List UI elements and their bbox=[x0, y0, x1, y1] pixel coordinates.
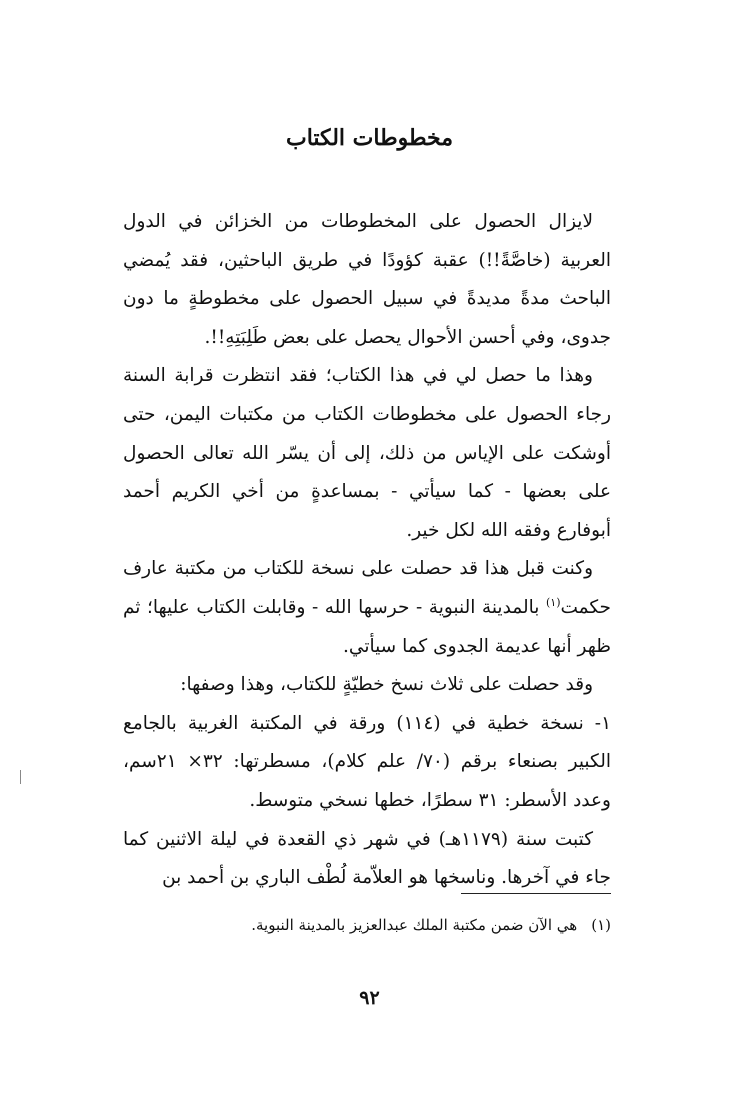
footnote-number: (١) bbox=[591, 916, 611, 934]
paragraph-3 bbox=[123, 550, 611, 666]
list-item-1: ١- نسخة خطية في (١١٤) ورقة في المكتبة الغربية بالجامع الكبير بصنعاء برقم (٧٠/ علم كلام)، مسطرتها: ٣٢× ٢١سم، وعدد الأسطر: ٣١ سطرًا، خطها نسخي متوسط. bbox=[123, 712, 611, 811]
footnote-text: هي الآن ضمن مكتبة الملك عبدالعزيز بالمدينة النبوية. bbox=[251, 916, 578, 934]
paragraph-5: كتبت سنة (١١٧٩هـ) في شهر ذي القعدة في ليلة الاثنين كما جاء في آخرها. وناسخها هو العلاّمة لُطْف الباري بن أحمد بن bbox=[123, 828, 611, 889]
paragraph-1: لايزال الحصول على المخطوطات من الخزائن في الدول العربية (خاصَّةً!!) عقبة كؤودًا في طريق الباحثين، فقد يُمضي الباحث مدةً مديدةً في سبيل الحصول على مخطوطةٍ ما دون جدوى، وفي أحسن الأحوال يحصل على بعض طَلِبَتِهِ!!. bbox=[123, 211, 611, 348]
paragraph-3-text-after: بالمدينة النبوية - حرسها الله - وقابلت الكتاب عليها؛ ثم ظهر أنها عديمة الجدوى كما سيأتي. bbox=[123, 596, 611, 657]
margin-mark bbox=[20, 770, 21, 784]
footnote bbox=[123, 913, 611, 937]
paragraph-2: وهذا ما حصل لي في هذا الكتاب؛ فقد انتظرت قرابة السنة رجاء الحصول على مخطوطات الكتاب من مكتبات اليمن، حتى أوشكت على الإياس من ذلك، إلى أن يسّر الله تعالى الحصول على بعضها - كما سيأتي - بمساعدةٍ من أخي الكريم أحمد أبوفارع وفقه الله لكل خير. bbox=[123, 365, 611, 541]
footnote-separator bbox=[461, 893, 611, 894]
paragraph-3-text-before: وكنت قبل هذا قد حصلت على نسخة للكتاب من مكتبة عارف حكمت bbox=[123, 558, 611, 618]
body-text bbox=[123, 203, 611, 898]
footnote-reference: (١) bbox=[545, 595, 561, 609]
paragraph-4: وقد حصلت على ثلاث نسخ خطيّةٍ للكتاب، وهذا وصفها: bbox=[180, 674, 593, 696]
page-number: ٩٢ bbox=[359, 987, 380, 1009]
section-title: مخطوطات الكتاب bbox=[286, 125, 453, 151]
